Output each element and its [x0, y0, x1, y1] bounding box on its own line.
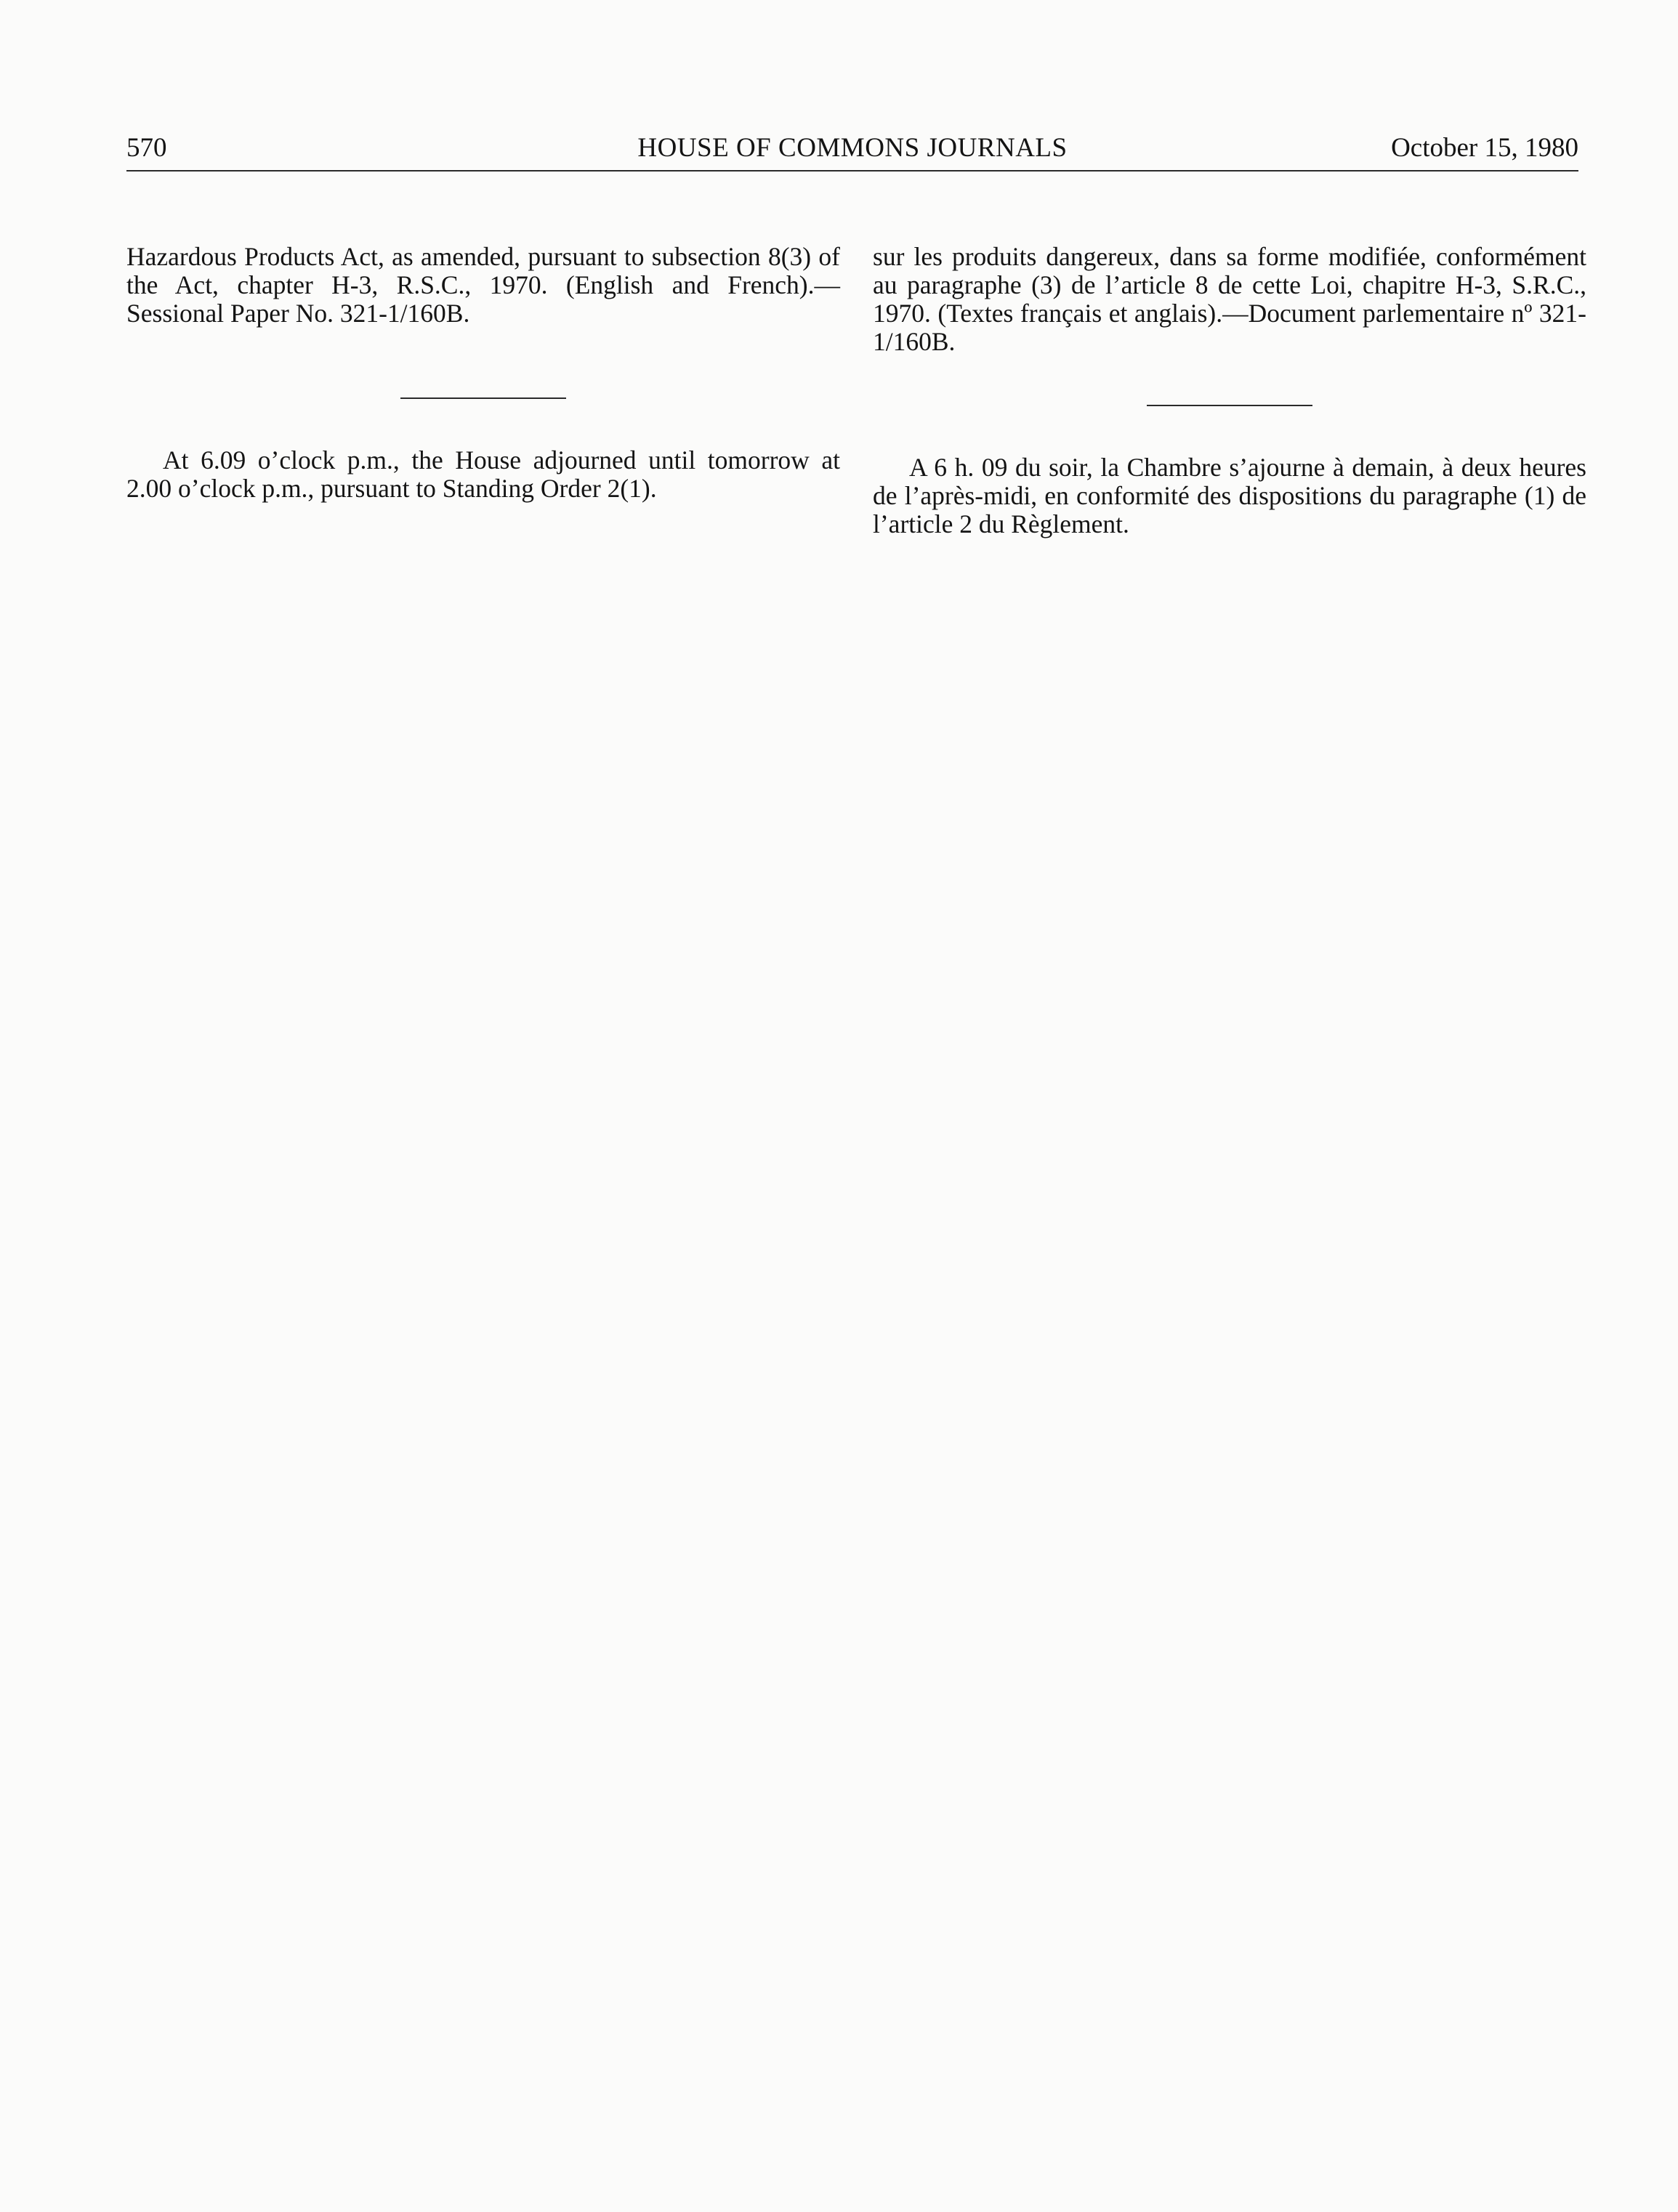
- page-number: 570: [126, 133, 167, 163]
- journal-title: HOUSE OF COMMONS JOURNALS: [637, 133, 1068, 163]
- page-date: October 15, 1980: [1391, 133, 1578, 163]
- english-adjournment-paragraph: At 6.09 o’clock p.m., the House adjourned until tomorrow at 2.00 o’clock p.m., pursuant to Standing Order 2(1).: [126, 445, 840, 503]
- page-header: [126, 131, 1578, 166]
- french-column: [873, 243, 1586, 538]
- french-sessional-paper-paragraph: sur les produits dangereux, dans sa forme modifiée, conformément au paragraphe (3) de l’article 8 de cette Loi, chapitre H-3, S.R.C., 1970. (Textes français et anglais).—Document parlementaire nº 321-1/160B.: [873, 242, 1586, 356]
- english-column: [126, 243, 840, 503]
- header-rule: [126, 170, 1578, 171]
- french-adjournment-paragraph: A 6 h. 09 du soir, la Chambre s’ajourne à demain, à deux heures de l’après-midi, en conformité des dispositions du paragraphe (1) de l’article 2 du Règlement.: [873, 453, 1586, 538]
- english-sessional-paper-paragraph: Hazardous Products Act, as amended, pursuant to subsection 8(3) of the Act, chapter H-3, R.S.C., 1970. (English and French).—Sessional Paper No. 321-1/160B.: [126, 242, 840, 328]
